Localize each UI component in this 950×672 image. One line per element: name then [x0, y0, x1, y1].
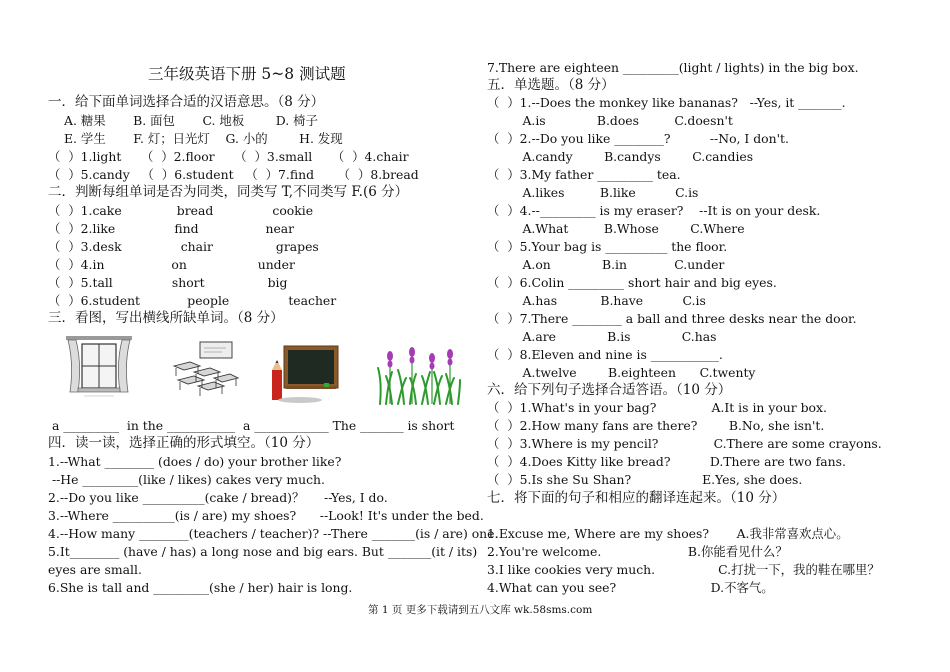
- section-6-line: （ ）4.Does Kitty like bread? D.There are two fans.: [487, 454, 846, 469]
- section-5-line: （ ）2.--Do you like ________? --No, I don't.: [487, 131, 789, 146]
- section-4-line: 6.She is tall and _________(she / her) hair is long.: [48, 580, 353, 595]
- section-2-row: （ ）3.desk chair grapes: [48, 239, 319, 254]
- section-3-answer-line: a _________ in the ___________ a ____________ The _______ is short: [48, 418, 455, 433]
- section-1-heading: 一．给下面单词选择合适的汉语意思。（8 分）: [48, 94, 325, 110]
- page-title: 三年级英语下册 5~8 测试题: [148, 65, 346, 83]
- section-6-line: （ ）1.What's in your bag? A.It is in your box.: [487, 400, 827, 415]
- section-5-line: A.candy B.candys C.candies: [487, 149, 754, 164]
- section-4-line: eyes are small.: [48, 562, 142, 577]
- grass-flowers-picture: [376, 338, 462, 406]
- section-6-line: （ ）2.How many fans are there? B.No, she isn't.: [487, 418, 825, 433]
- section-4-line: 5.It________ (have / has) a long nose and big ears. But _______(it / its): [48, 544, 478, 559]
- blackboard-picture: [266, 342, 342, 406]
- window-picture: [64, 334, 134, 406]
- section-2-row: （ ）2.like find near: [48, 221, 295, 236]
- section-5-line: （ ）6.Colin _________ short hair and big eyes.: [487, 275, 777, 290]
- section-4-line: 4.--How many ________(teachers / teacher)? --There _______(is / are) one.: [48, 526, 499, 541]
- section-7-line: 4.What can you see? D.不客气。: [487, 580, 774, 595]
- section-4-heading: 四．读一读，选择正确的形式填空。（10 分）: [48, 435, 320, 451]
- section-5-line: （ ）3.My father _________ tea.: [487, 167, 681, 182]
- section-5-line: （ ）4.--_________ is my eraser? --It is on your desk.: [487, 203, 821, 218]
- section-4-line: 1.--What ________ (does / do) your brother like?: [48, 454, 342, 469]
- section-3-heading: 三．看图，写出横线所缺单词。（8 分）: [48, 310, 284, 326]
- section-1-options-row-2: E. 学生 F. 灯；日光灯 G. 小的 H. 发现: [64, 131, 343, 146]
- section-5-line: A.What B.Whose C.Where: [487, 221, 745, 236]
- section-2-row: （ ）6.student people teacher: [48, 293, 337, 308]
- classroom-desks-picture: [170, 340, 240, 402]
- section-1-options-row-1: A. 糖果 B. 面包 C. 地板 D. 椅子: [64, 113, 318, 128]
- page-footer: 第 1 页 更多下载请到五八文库 wk.58sms.com: [368, 604, 593, 616]
- section-5-line: （ ）1.--Does the monkey like bananas? --Yes, it _______.: [487, 95, 846, 110]
- section-5-line: A.likes B.like C.is: [487, 185, 699, 200]
- section-5-line: A.on B.in C.under: [487, 257, 725, 272]
- section-7-heading: 七．将下面的句子和相应的翻译连起来。（10 分）: [487, 490, 786, 506]
- section-7-line: 1.Excuse me, Where are my shoes? A.我非常喜欢点心。: [487, 526, 849, 541]
- section-4-line: --He _________(like / likes) cakes very much.: [48, 472, 325, 487]
- section-1-questions-row-2: （ ）5.candy （ ）6.student （ ）7.find （ ）8.bread: [48, 167, 419, 182]
- section-5-heading: 五．单选题。（8 分）: [487, 77, 615, 93]
- section-4-line: 3.--Where __________(is / are) my shoes? --Look! It's under the bed.: [48, 508, 484, 523]
- section-4-line: 2.--Do you like __________(cake / bread)？ --Yes, I do.: [48, 490, 388, 505]
- section-6-heading: 六．给下列句子选择合适答语。（10 分）: [487, 382, 732, 398]
- section-2-heading: 二．判断每组单词是否为同类，同类写 T,不同类写 F.(6 分）: [48, 184, 409, 200]
- section-7-line: 3.I like cookies very much. C.打扰一下，我的鞋在哪里？: [487, 562, 880, 577]
- section-2-row: （ ）1.cake bread cookie: [48, 203, 314, 218]
- section-5-line: A.are B.is C.has: [487, 329, 717, 344]
- section-5-line: A.has B.have C.is: [487, 293, 706, 308]
- section-5-line: A.is B.does C.doesn't: [487, 113, 733, 128]
- section-6-line: （ ）3.Where is my pencil? C.There are some crayons.: [487, 436, 882, 451]
- section-1-questions-row-1: （ ）1.light （ ）2.floor （ ）3.small （ ）4.chair: [48, 149, 409, 164]
- section-2-row: （ ）5.tall short big: [48, 275, 288, 290]
- section-5-line: A.twelve B.eighteen C.twenty: [487, 365, 756, 380]
- section-7-line: 2.You're welcome. B.你能看见什么？: [487, 544, 788, 559]
- section-5-line: （ ）8.Eleven and nine is ___________.: [487, 347, 723, 362]
- section-2-row: （ ）4.in on under: [48, 257, 295, 272]
- section-5-line: （ ）7.There ________ a ball and three desks near the door.: [487, 311, 857, 326]
- section-5-line: （ ）5.Your bag is __________ the floor.: [487, 239, 728, 254]
- section-4-line: 7.There are eighteen _________(light / lights) in the big box.: [487, 60, 859, 75]
- section-6-line: （ ）5.Is she Su Shan? E.Yes, she does.: [487, 472, 803, 487]
